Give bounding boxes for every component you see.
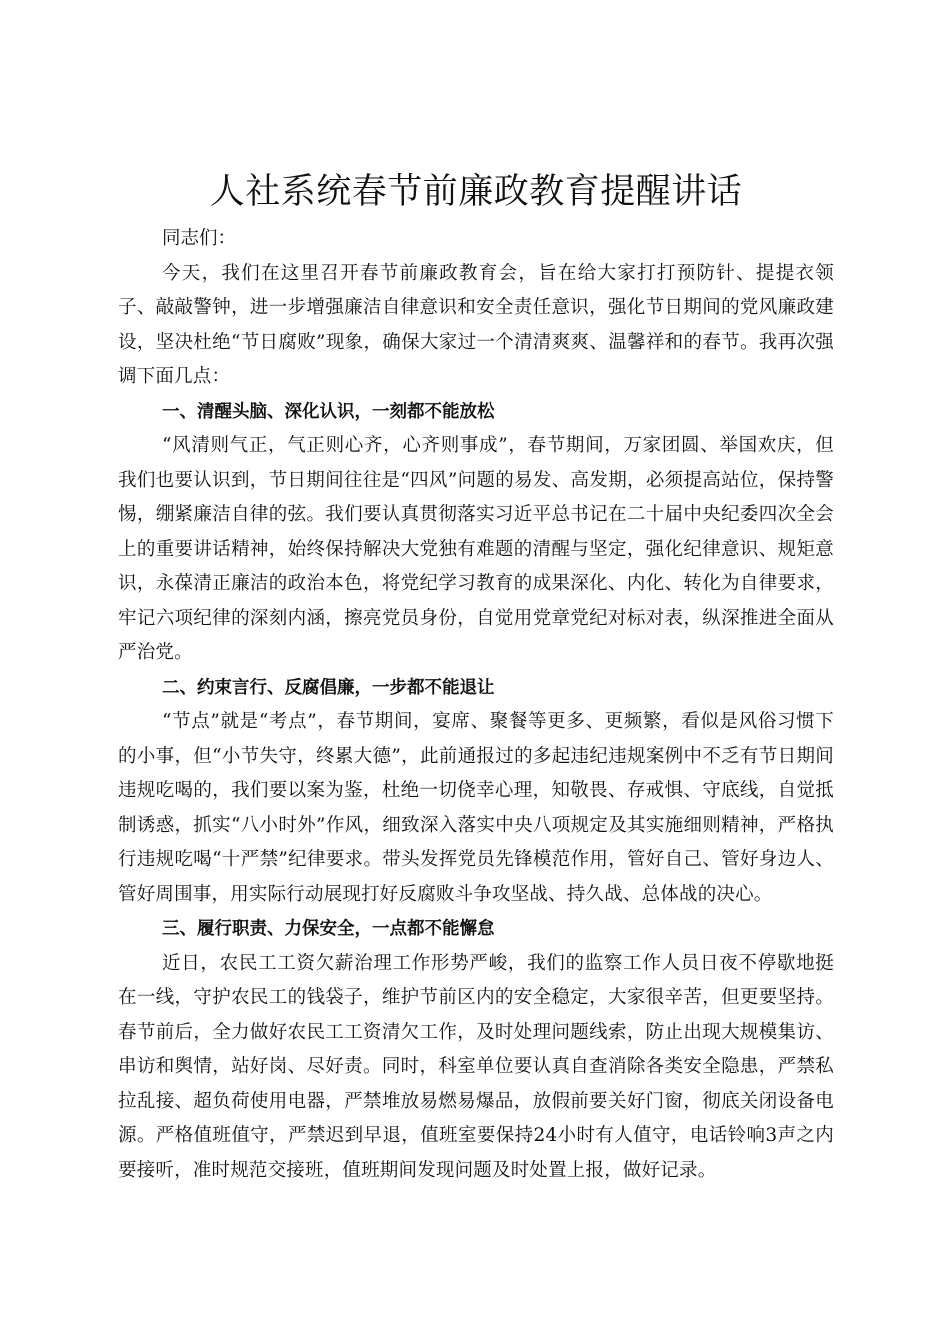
salutation: 同志们：: [162, 228, 237, 249]
intro-paragraph: 今天，我们在这里召开春节前廉政教育会，旨在给大家打打预防针、提提衣领子、敲敲警钟，进一步增强廉洁自律意识和安全责任意识，强化节日期间的党风廉政建设，坚决杜绝“节日腐败”现象，确保大家过一个清清爽爽、温馨祥和的春节。我再次强调下面几点：: [118, 262, 834, 387]
section-body-3: 近日，农民工工资欠薪治理工作形势严峻，我们的监察工作人员日夜不停歇地挺在一线，守护农民工的钱袋子，维护节前区内的安全稳定，大家很辛苦，但更要坚持。春节前后，全力做好农民工工资清欠工作，及时处理问题线索，防止出现大规模集访、串访和舆情，站好岗、尽好责。同时，科室单位要认真自查消除各类安全隐患，严禁私拉乱接、超负荷使用电器，严禁堆放易燃易爆品，放假前要关好门窗，彻底关闭设备电源。严格值班值守，严禁迟到早退，值班室要保持24小时有人值守，电话铃响3声之内要接听，准时规范交接班，值班期间发现问题及时处置上报，做好记录。: [118, 952, 834, 1181]
section-body-2: “节点”就是“考点”，春节期间，宴席、聚餐等更多、更频繁，看似是风俗习惯下的小事，但“小节失守，终累大德”，此前通报过的多起违纪违规案例中不乏有节日期间违规吃喝的，我们要以案为鉴，杜绝一切侥幸心理，知敬畏、存戒惧、守底线，自觉抵制诱惑，抓实“八小时外”作风，细致深入落实中央八项规定及其实施细则精神，严格执行违规吃喝“十严禁”纪律要求。带头发挥党员先锋模范作用，管好自己、管好身边人、管好周围事，用实际行动展现打好反腐败斗争攻坚战、持久战、总体战的决心。: [118, 711, 835, 905]
section-heading-2: 二、约束言行、反腐倡廉，一步都不能退让: [162, 677, 495, 698]
section-heading-1: 一、清醒头脑、深化认识，一刻都不能放松: [162, 401, 495, 422]
section-body-1: “风清则气正，气正则心齐，心齐则事成”，春节期间，万家团圆、举国欢庆，但我们也要认识到，节日期间往往是“四风”问题的易发、高发期，必须提高站位，保持警惕，绷紧廉洁自律的弦。我们要认真贯彻落实习近平总书记在二十届中央纪委四次全会上的重要讲话精神，始终保持解决大党独有难题的清醒与坚定，强化纪律意识、规矩意识，永葆清正廉洁的政治本色，将党纪学习教育的成果深化、内化、转化为自律要求，牢记六项纪律的深刻内涵，擦亮党员身份，自觉用党章党纪对标对表，纵深推进全面从严治党。: [118, 435, 834, 663]
document-page: [118, 166, 834, 1188]
section-heading-3: 三、履行职责、力保安全，一点都不能懈怠: [162, 919, 495, 939]
document-title: 人社系统春节前廉政教育提醒讲话: [209, 172, 743, 212]
